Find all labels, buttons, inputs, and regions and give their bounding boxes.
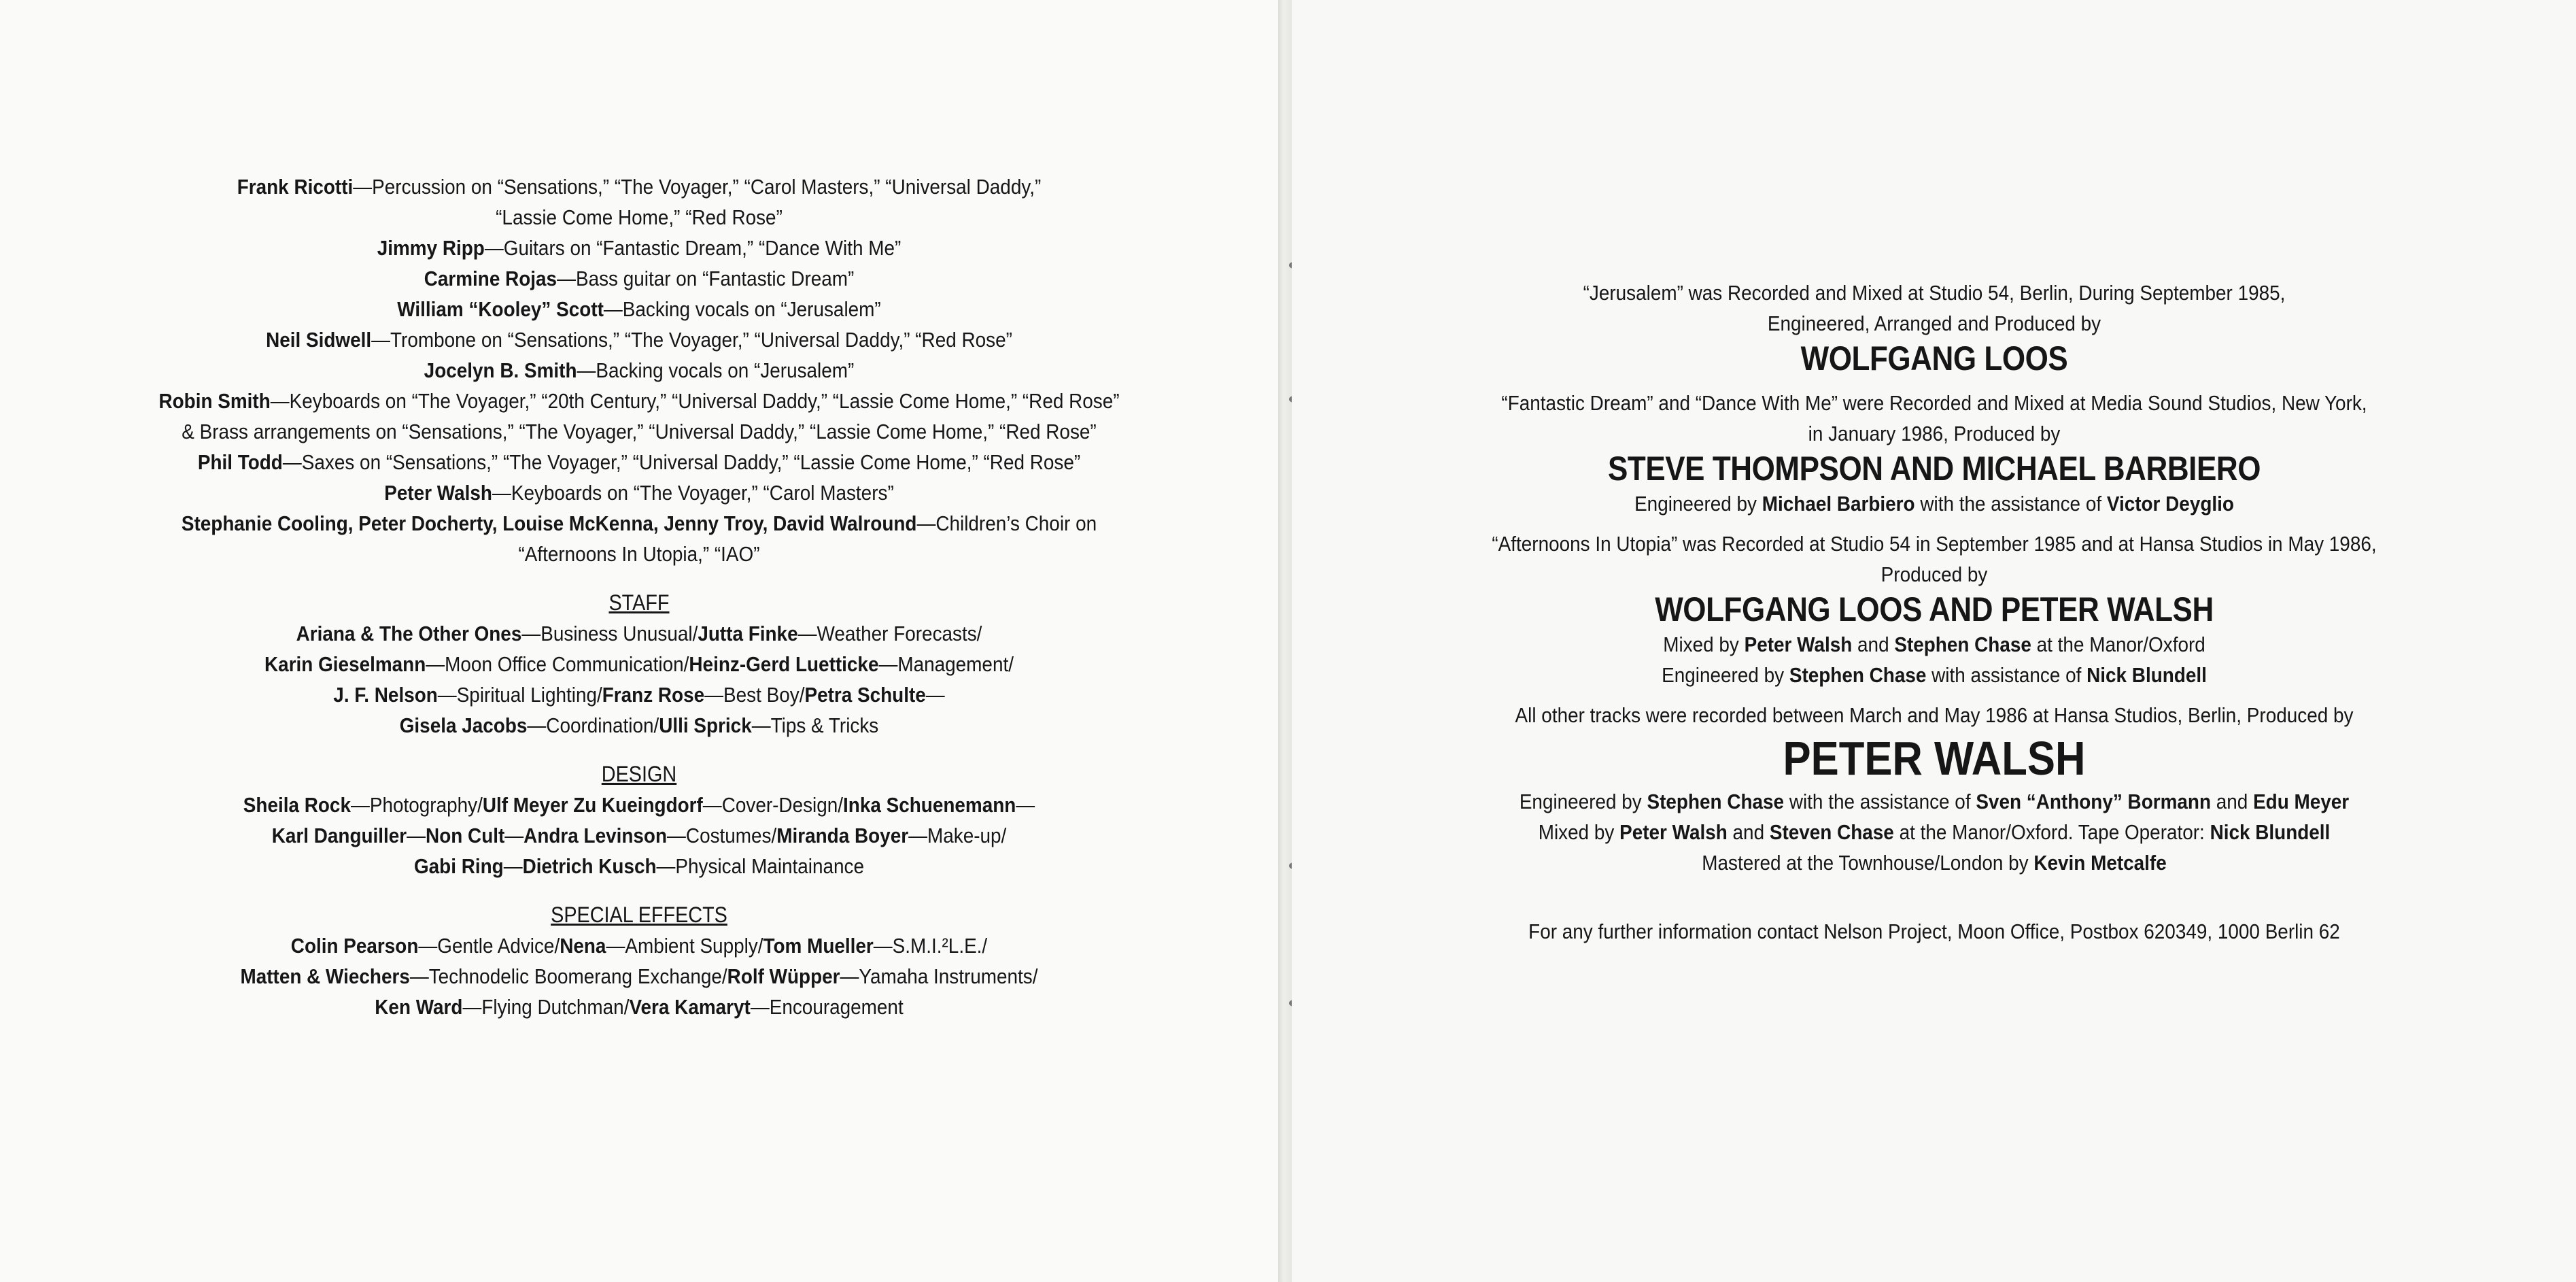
- credit-text: Engineered by: [1634, 492, 1762, 516]
- producer-name: [1405, 590, 2464, 629]
- credit-name: Miranda Boyer: [776, 824, 909, 847]
- credit-name: Nick Blundell: [2210, 820, 2331, 844]
- producer-name: [1405, 339, 2464, 378]
- credit-line: [88, 263, 1190, 294]
- production-line: [1393, 660, 2476, 690]
- spacer: [1333, 690, 2536, 700]
- credit-name: Frank Ricotti: [237, 175, 354, 199]
- production-line: [1393, 418, 2476, 449]
- credit-name: Rolf Wüpper: [727, 964, 840, 988]
- credit-text: —Percussion on “Sensations,” “The Voyager,” “Carol Masters,” “Universal Daddy,”: [353, 175, 1042, 199]
- credit-text: —Flying Dutchman/: [462, 995, 630, 1019]
- design-heading: DESIGN: [601, 762, 677, 786]
- credit-text: Mastered at the Townhouse/London by: [1702, 851, 2034, 875]
- credit-text: —Keyboards on “The Voyager,” “20th Century,” “Universal Daddy,” “Lassie Come Home,” “Red Rose”: [270, 389, 1120, 413]
- credit-name: Stephen Chase: [1789, 663, 1927, 687]
- credit-text: —Encouragement: [750, 995, 904, 1019]
- credit-name: Jutta Finke: [698, 622, 798, 645]
- credit-text: “Fantastic Dream” and “Dance With Me” were Recorded and Mixed at Media Sound Studios, New York,: [1501, 391, 2367, 415]
- credit-name: Non Cult: [426, 824, 505, 847]
- credit-name: Andra Levinson: [523, 824, 668, 847]
- contact-info: For any further information contact Nelson Project, Moon Office, Postbox 620349, 1000 Berlin 62: [1528, 920, 2340, 943]
- credit-text: —Business Unusual/: [521, 622, 698, 645]
- special-effects-credits: [27, 930, 1251, 1022]
- credit-text: WOLFGANG LOOS: [1800, 339, 2068, 377]
- credit-text: at the Manor/Oxford. Tape Operator:: [1893, 820, 2210, 844]
- credit-text: Mixed by: [1538, 820, 1620, 844]
- credit-name: Ariana & The Other Ones: [296, 622, 522, 645]
- left-page: [0, 0, 1278, 1282]
- credit-name: Jocelyn B. Smith: [424, 358, 577, 382]
- credit-text: —Weather Forecasts/: [797, 622, 982, 645]
- credit-text: Engineered by: [1662, 663, 1789, 687]
- credit-line: [88, 355, 1190, 386]
- credit-text: —Yamaha Instruments/: [840, 964, 1038, 988]
- credit-text: —Management/: [878, 652, 1014, 676]
- credit-name: Carmine Rojas: [424, 267, 557, 290]
- credit-line: [88, 324, 1190, 355]
- production-line: [1393, 528, 2476, 559]
- credit-name: Neil Sidwell: [266, 328, 372, 352]
- credit-text: Engineered by: [1519, 790, 1647, 813]
- credit-text: and: [2211, 790, 2254, 813]
- production-line: [1393, 388, 2476, 418]
- production-line: [1393, 308, 2476, 339]
- credit-text: at the Manor/Oxford: [2031, 632, 2205, 656]
- credits-column: [27, 171, 1251, 1022]
- credit-line: [88, 649, 1190, 679]
- credit-text: —Spiritual Lighting/: [437, 683, 602, 707]
- credit-text: —Backing vocals on “Jerusalem”: [577, 358, 855, 382]
- credit-line: [88, 539, 1190, 569]
- credit-line: [88, 477, 1190, 508]
- credit-name: Jimmy Ripp: [377, 236, 485, 260]
- credit-name: Phil Todd: [197, 450, 283, 474]
- staff-heading: STAFF: [608, 590, 670, 615]
- producer-name: [1405, 730, 2464, 786]
- credit-text: —Make-up/: [908, 824, 1007, 847]
- credit-name: William “Kooley” Scott: [397, 297, 604, 321]
- credit-text: —Trombone on “Sensations,” “The Voyager,” “Universal Daddy,” “Red Rose”: [371, 328, 1012, 352]
- credit-name: Stephen Chase: [1894, 632, 2031, 656]
- credit-name: Franz Rose: [602, 683, 705, 707]
- credit-text: “Afternoons In Utopia” was Recorded at Studio 54 in September 1985 and at Hansa Studios in May 1986,: [1492, 532, 2377, 556]
- credit-line: [88, 294, 1190, 324]
- credit-text: —Coordination/: [527, 713, 659, 737]
- credit-text: —Photography/: [350, 793, 483, 817]
- credit-name: Gisela Jacobs: [399, 713, 528, 737]
- credit-line: [88, 386, 1190, 416]
- credit-text: —Keyboards on “The Voyager,” “Carol Masters”: [492, 481, 894, 505]
- credit-text: —Gentle Advice/: [418, 934, 560, 958]
- credit-name: Edu Meyer: [2253, 790, 2350, 813]
- credit-name: Victor Deyglio: [2106, 492, 2234, 516]
- credit-name: Nick Blundell: [2086, 663, 2207, 687]
- credit-name: Sheila Rock: [243, 793, 351, 817]
- credit-line: [88, 679, 1190, 710]
- credit-line: [88, 171, 1190, 202]
- credit-line: [88, 992, 1190, 1022]
- spacer: [1333, 519, 2536, 528]
- production-line: [1393, 700, 2476, 730]
- producer-name: [1405, 449, 2464, 488]
- credit-text: —Children’s Choir on: [916, 511, 1097, 535]
- credit-name: Colin Pearson: [290, 934, 419, 958]
- production-line: [1393, 817, 2476, 847]
- musician-credits: [27, 171, 1251, 569]
- credit-line: [88, 820, 1190, 851]
- credit-text: —Physical Maintainance: [656, 854, 865, 878]
- production-column: [1333, 277, 2536, 947]
- credit-text: “Lassie Come Home,” “Red Rose”: [496, 205, 783, 229]
- credit-text: —Bass guitar on “Fantastic Dream”: [557, 267, 855, 290]
- design-credits: [27, 790, 1251, 881]
- credit-name: Gabi Ring: [413, 854, 504, 878]
- credit-name: Michael Barbiero: [1762, 492, 1915, 516]
- production-line: [1393, 847, 2476, 878]
- credit-name: Vera Kamaryt: [629, 995, 751, 1019]
- credit-text: —Ambient Supply/: [606, 934, 763, 958]
- credit-text: STEVE THOMPSON AND MICHAEL BARBIERO: [1608, 450, 2261, 488]
- credit-name: Steven Chase: [1769, 820, 1894, 844]
- credit-name: Peter Walsh: [1619, 820, 1728, 844]
- credit-text: with the assistance of: [1914, 492, 2107, 516]
- credit-text: and: [1852, 632, 1895, 656]
- credit-name: Peter Walsh: [1744, 632, 1853, 656]
- production-line: [1393, 629, 2476, 660]
- credit-line: [88, 930, 1190, 961]
- credit-text: —Guitars on “Fantastic Dream,” “Dance With Me”: [484, 236, 901, 260]
- credit-text: —Tips & Tricks: [751, 713, 879, 737]
- credit-text: —Saxes on “Sensations,” “The Voyager,” “Universal Daddy,” “Lassie Come Home,” “Red Rose”: [282, 450, 1081, 474]
- booklet-spine: [1278, 0, 1292, 1282]
- credit-name: Peter Walsh: [384, 481, 492, 505]
- credit-text: with the assistance of: [1784, 790, 1976, 813]
- credit-text: —Backing vocals on “Jerusalem”: [603, 297, 881, 321]
- credit-line: [88, 416, 1190, 447]
- production-credits: [1333, 277, 2536, 878]
- credit-text: —Best Boy/: [704, 683, 805, 707]
- credit-line: [88, 618, 1190, 649]
- credit-text: “Afternoons In Utopia,” “IAO”: [518, 542, 760, 566]
- credit-name: Inka Schuenemann: [843, 793, 1016, 817]
- credit-text: —: [1016, 793, 1035, 817]
- credit-name: Matten & Wiechers: [240, 964, 410, 988]
- credit-name: Heinz-Gerd Luetticke: [689, 652, 879, 676]
- production-line: [1393, 277, 2476, 308]
- credit-name: Tom Mueller: [763, 934, 874, 958]
- credit-name: Robin Smith: [158, 389, 271, 413]
- credit-name: Karl Danguiller: [271, 824, 407, 847]
- credit-text: —S.M.I.²L.E./: [873, 934, 988, 958]
- credit-text: PETER WALSH: [1783, 732, 2086, 785]
- credit-text: Mixed by: [1663, 632, 1745, 656]
- right-page: [1292, 0, 2576, 1282]
- credit-text: All other tracks were recorded between March and May 1986 at Hansa Studios, Berlin, Produced by: [1515, 703, 2354, 727]
- credit-name: Stephanie Cooling, Peter Docherty, Louise McKenna, Jenny Troy, David Walround: [181, 511, 917, 535]
- special-effects-heading: SPECIAL EFFECTS: [551, 903, 727, 927]
- production-line: [1393, 488, 2476, 519]
- credit-name: Nena: [560, 934, 606, 958]
- credit-text: Engineered, Arranged and Produced by: [1767, 311, 2101, 335]
- credit-text: —Technodelic Boomerang Exchange/: [409, 964, 727, 988]
- credit-line: [88, 851, 1190, 881]
- production-line: [1393, 786, 2476, 817]
- credit-text: with assistance of: [1926, 663, 2087, 687]
- credit-text: WOLFGANG LOOS AND PETER WALSH: [1655, 590, 2214, 628]
- credit-name: Ulli Sprick: [659, 713, 752, 737]
- credit-name: Stephen Chase: [1647, 790, 1785, 813]
- credit-line: [88, 233, 1190, 263]
- production-line: [1393, 559, 2476, 590]
- credit-text: —: [504, 824, 524, 847]
- credit-name: Ken Ward: [375, 995, 463, 1019]
- credit-text: —: [925, 683, 945, 707]
- credit-name: Kevin Metcalfe: [2033, 851, 2167, 875]
- credit-line: [88, 447, 1190, 477]
- credit-line: [88, 790, 1190, 820]
- credit-text: —Moon Office Communication/: [426, 652, 689, 676]
- credit-text: & Brass arrangements on “Sensations,” “The Voyager,” “Universal Daddy,” “Lassie Come Home,” “Red Rose”: [182, 420, 1097, 443]
- credit-name: Ulf Meyer Zu Kueingdorf: [482, 793, 703, 817]
- credit-line: [88, 202, 1190, 233]
- credit-name: Dietrich Kusch: [522, 854, 657, 878]
- credit-name: J. F. Nelson: [333, 683, 438, 707]
- credit-text: —Cover-Design/: [702, 793, 844, 817]
- credit-text: —Costumes/: [667, 824, 777, 847]
- credit-text: —: [503, 854, 523, 878]
- credit-text: and: [1727, 820, 1770, 844]
- credit-name: Petra Schulte: [804, 683, 926, 707]
- credit-line: [88, 961, 1190, 992]
- credit-line: [88, 508, 1190, 539]
- credit-text: —: [407, 824, 426, 847]
- credit-line: [88, 710, 1190, 741]
- credit-name: Sven “Anthony” Bormann: [1976, 790, 2212, 813]
- credit-text: Produced by: [1881, 562, 1988, 586]
- staff-credits: [27, 618, 1251, 741]
- spacer: [1333, 378, 2536, 388]
- credit-text: in January 1986, Produced by: [1808, 422, 2061, 445]
- credit-name: Karin Gieselmann: [264, 652, 426, 676]
- credit-text: “Jerusalem” was Recorded and Mixed at Studio 54, Berlin, During September 1985,: [1583, 281, 2286, 305]
